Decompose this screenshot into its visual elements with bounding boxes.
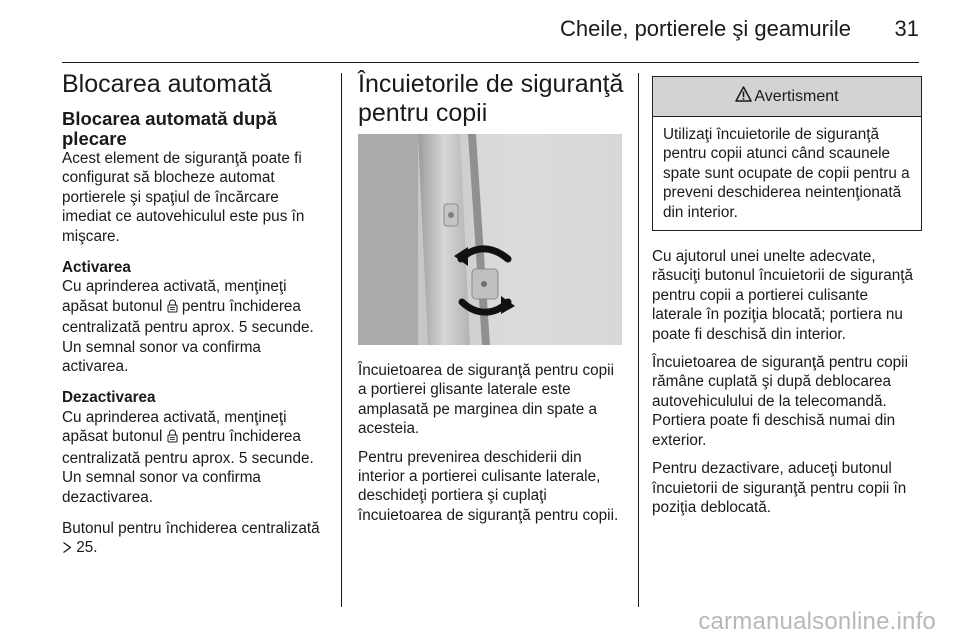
remote-unlock-paragraph: Încuietoarea de siguranţă pentru copii rămâne cuplată şi după deblocarea autovehiculului de la telecomandă. Portiera poate fi deschisă numai din exterior. <box>652 354 908 449</box>
warning-text: Utilizaţi încuietorile de siguranţă pentru copii atunci când scaunele spate sunt ocupate de copii pentru a preveni deschiderea neintenţionată din interior. <box>663 126 910 221</box>
activation-text-a: Cu aprinderea activată, menţineţi apăsat butonul <box>62 278 287 315</box>
deactivation-title: Dezactivarea <box>62 389 156 407</box>
deactivation-text-b: pentru închiderea centralizată pentru aprox. 5 secunde. Un semnal sonor va confirma dezactivarea. <box>62 428 314 506</box>
warning-body <box>653 117 921 230</box>
warning-triangle-icon <box>735 86 752 107</box>
column-middle <box>358 70 626 534</box>
activation-title: Activarea <box>62 259 131 277</box>
column-divider <box>638 73 639 607</box>
deactivation-text-a: Cu aprinderea activată, menţineţi apăsat butonul <box>62 408 287 446</box>
column-divider <box>341 73 342 607</box>
page-number: 31 <box>894 16 919 41</box>
site-watermark: carmanualsonline.info <box>698 608 936 635</box>
intro-paragraph: Acest element de siguranţă poate fi configurat să blocheze automat portierele şi spaţiul de încărcare imediat ce autovehiculul este pus în mişcare. <box>62 150 305 245</box>
warning-title: Avertisment <box>754 87 839 105</box>
triangle-reference-icon[interactable] <box>62 540 72 559</box>
child-lock-engage-paragraph: Pentru prevenirea deschiderii din interior a portierei culisante laterale, deschideţi portiera şi cuplaţi încuietoarea de siguranţă pentru copii. <box>358 448 619 524</box>
padlock-icon <box>167 429 178 448</box>
child-lock-location-paragraph: Încuietoarea de siguranţă pentru copii a portierei glisante laterale este amplasată pe marginea din spate a acesteia. <box>358 362 614 438</box>
section-heading: Încuietorile de siguranţă pentru copii <box>358 70 624 127</box>
door-child-lock-photo <box>358 134 622 345</box>
section-heading: Blocarea automată <box>62 70 272 98</box>
section-subheading: Blocarea automată după plecare <box>62 108 277 149</box>
lock-procedure-paragraph: Cu ajutorul unei unelte adecvate, răsuciţi butonul încuietorii de siguranţă pentru copii a portierei culisante laterale în poziţia blocată; portiera nu poate fi deschisă din interior. <box>652 248 914 343</box>
activation-block <box>62 258 330 376</box>
warning-box <box>652 76 922 231</box>
reference-text: Butonul pentru închiderea centralizată <box>62 519 320 537</box>
deactivation-block <box>62 388 330 506</box>
page-header <box>62 0 919 63</box>
column-left <box>62 70 330 572</box>
header-title: Cheile, portierele şi geamurile <box>559 16 851 41</box>
activation-text-b: pentru închiderea centralizată pentru aprox. 5 secunde. Un semnal sonor va confirma activarea. <box>62 297 314 376</box>
column-right <box>652 76 922 526</box>
warning-header <box>653 77 921 117</box>
padlock-icon <box>167 299 178 318</box>
reference-paragraph <box>62 519 330 560</box>
reference-page-link[interactable]: 25. <box>76 539 98 557</box>
deactivation-paragraph: Pentru dezactivare, aduceţi butonul încuietorii de siguranţă pentru copii în poziţia deblocată. <box>652 460 907 516</box>
